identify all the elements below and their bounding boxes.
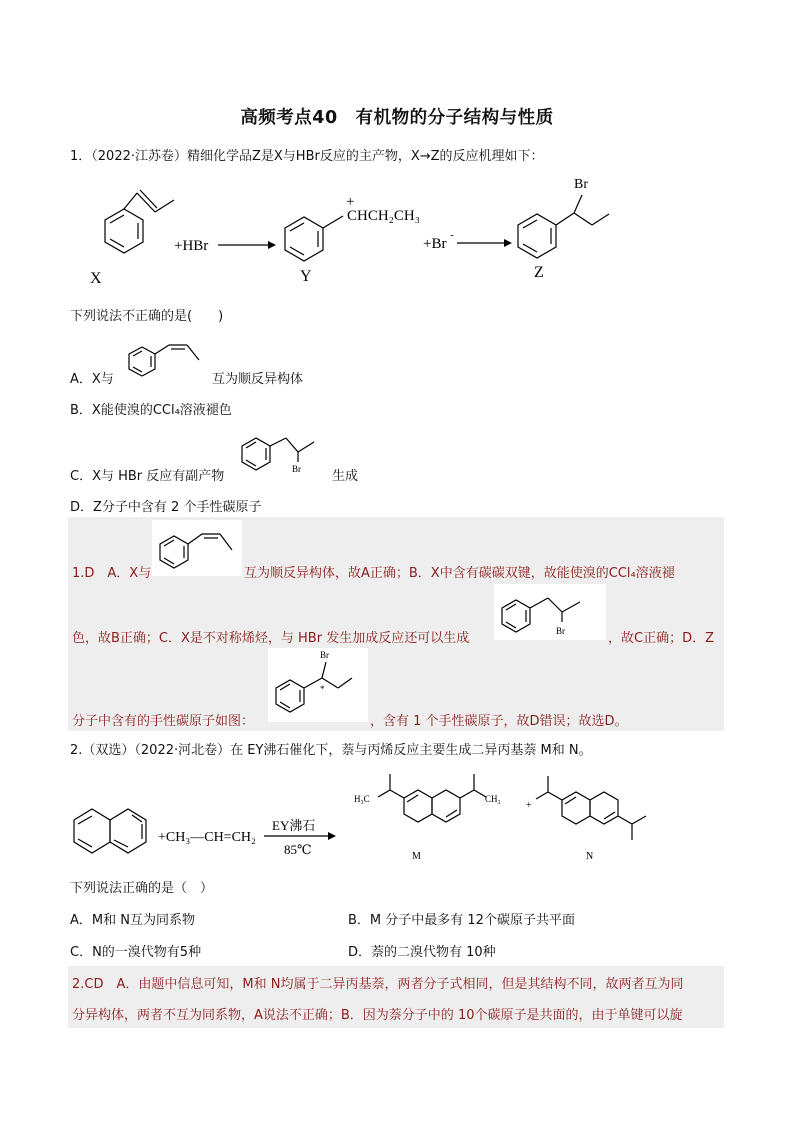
answer-byproduct-br: Br (556, 626, 565, 636)
m-ch3: CH₃ (485, 794, 501, 804)
q1-option-a-post: 互为顺反异构体 (212, 372, 304, 387)
q1-answer-line3b: ，含有 1 个手性碳原子，故D错误；故选D。 (370, 714, 628, 729)
molecule-x (105, 190, 174, 253)
label-y: Y (300, 268, 312, 285)
molecule-m (378, 774, 486, 822)
condition-bottom: 85℃ (284, 842, 312, 857)
molecule-y (285, 216, 343, 261)
label-n: N (586, 851, 594, 862)
q1-option-d: D．Z分子中含有 2 个手性碳原子 (70, 500, 262, 515)
option-c-br: Br (292, 464, 301, 474)
q1-answer-line2a: 色，故B正确；C．X是不对称烯烃，与 HBr 发生加成反应还可以生成 (72, 631, 470, 646)
q2-stem: 2.（双选）（2022·河北卷）在 EY沸石催化下，萘与丙烯反应主要生成二异丙基萘 M和 N。 (70, 743, 592, 758)
q2-option-b: B．M 分子中最多有 12个碳原子共平面 (348, 913, 575, 928)
answer-structure-byproduct (494, 584, 606, 640)
label-m: M (412, 851, 421, 862)
option-c-structure (230, 424, 330, 480)
reagent-br: +Br (423, 236, 447, 252)
q2-reaction-scheme (66, 762, 706, 874)
z-br: Br (574, 177, 588, 192)
m-h3c: H₃C (354, 794, 370, 804)
q1-answer-line1b: 互为顺反异构体，故A正确；B．X中含有碳碳双键，故能使溴的CCl₄溶液褪 (244, 566, 675, 581)
molecule-naphthalene (74, 809, 146, 853)
q1-option-c-post: 生成 (332, 469, 359, 484)
answer-chiral-br: Br (320, 650, 329, 660)
label-z: Z (534, 264, 544, 281)
q2-option-c: C．N的一溴代物有5种 (70, 945, 202, 960)
y-chain: CHCH₂CH₃ (347, 208, 420, 224)
condition-top: EY沸石 (272, 818, 316, 833)
propene-reagent: +CH₃—CH=CH₂ (158, 830, 256, 845)
y-plus: + (346, 194, 355, 210)
molecule-z (518, 195, 609, 258)
br-minus: - (450, 229, 454, 241)
page-title: 高频考点40 有机物的分子结构与性质 (240, 108, 554, 128)
option-a-structure (119, 334, 211, 382)
q1-answer-line3a: 分子中含有的手性碳原子如图： (72, 714, 255, 729)
q2-ask: 下列说法正确的是（ ） (70, 881, 214, 896)
q2-answer-line1: 2.CD A．由题中信息可知，M和 N均属于二异丙基萘，两者分子式相同，但是其结构不同，故两者互为同 (72, 977, 684, 992)
q2-option-d: D．萘的二溴代物有 10种 (348, 945, 496, 960)
reagent-hbr: +HBr (174, 238, 209, 254)
q1-ask: 下列说法不正确的是( ) (70, 309, 224, 324)
molecule-n (536, 776, 646, 840)
q1-stem: 1．（2022·江苏卷）精细化学品Z是X与HBr反应的主产物，X→Z的反应机理如下： (70, 149, 544, 164)
q1-option-a-pre: A．X与 (70, 372, 114, 387)
answer-structure-cis (152, 520, 242, 576)
chiral-star: * (320, 684, 325, 694)
answer-structure-chiral (268, 648, 368, 722)
q1-option-b: B．X能使溴的CCl₄溶液褪色 (70, 403, 232, 418)
q2-answer-line2: 分异构体，两者不互为同系物，A说法不正确；B．因为萘分子中的 10个碳原子是共面的，由于单键可以旋 (72, 1008, 683, 1023)
q1-option-c-pre: C．X与 HBr 反应有副产物 (70, 469, 225, 484)
q1-reaction-scheme (60, 168, 700, 290)
label-x: X (90, 270, 102, 287)
q2-option-a: A．M和 N互为同系物 (70, 913, 195, 928)
q1-answer-line2b: ，故C正确；D．Z (608, 631, 714, 646)
plus-sign: + (526, 800, 532, 811)
q1-answer-line1a: 1.D A．X与 (72, 566, 152, 581)
